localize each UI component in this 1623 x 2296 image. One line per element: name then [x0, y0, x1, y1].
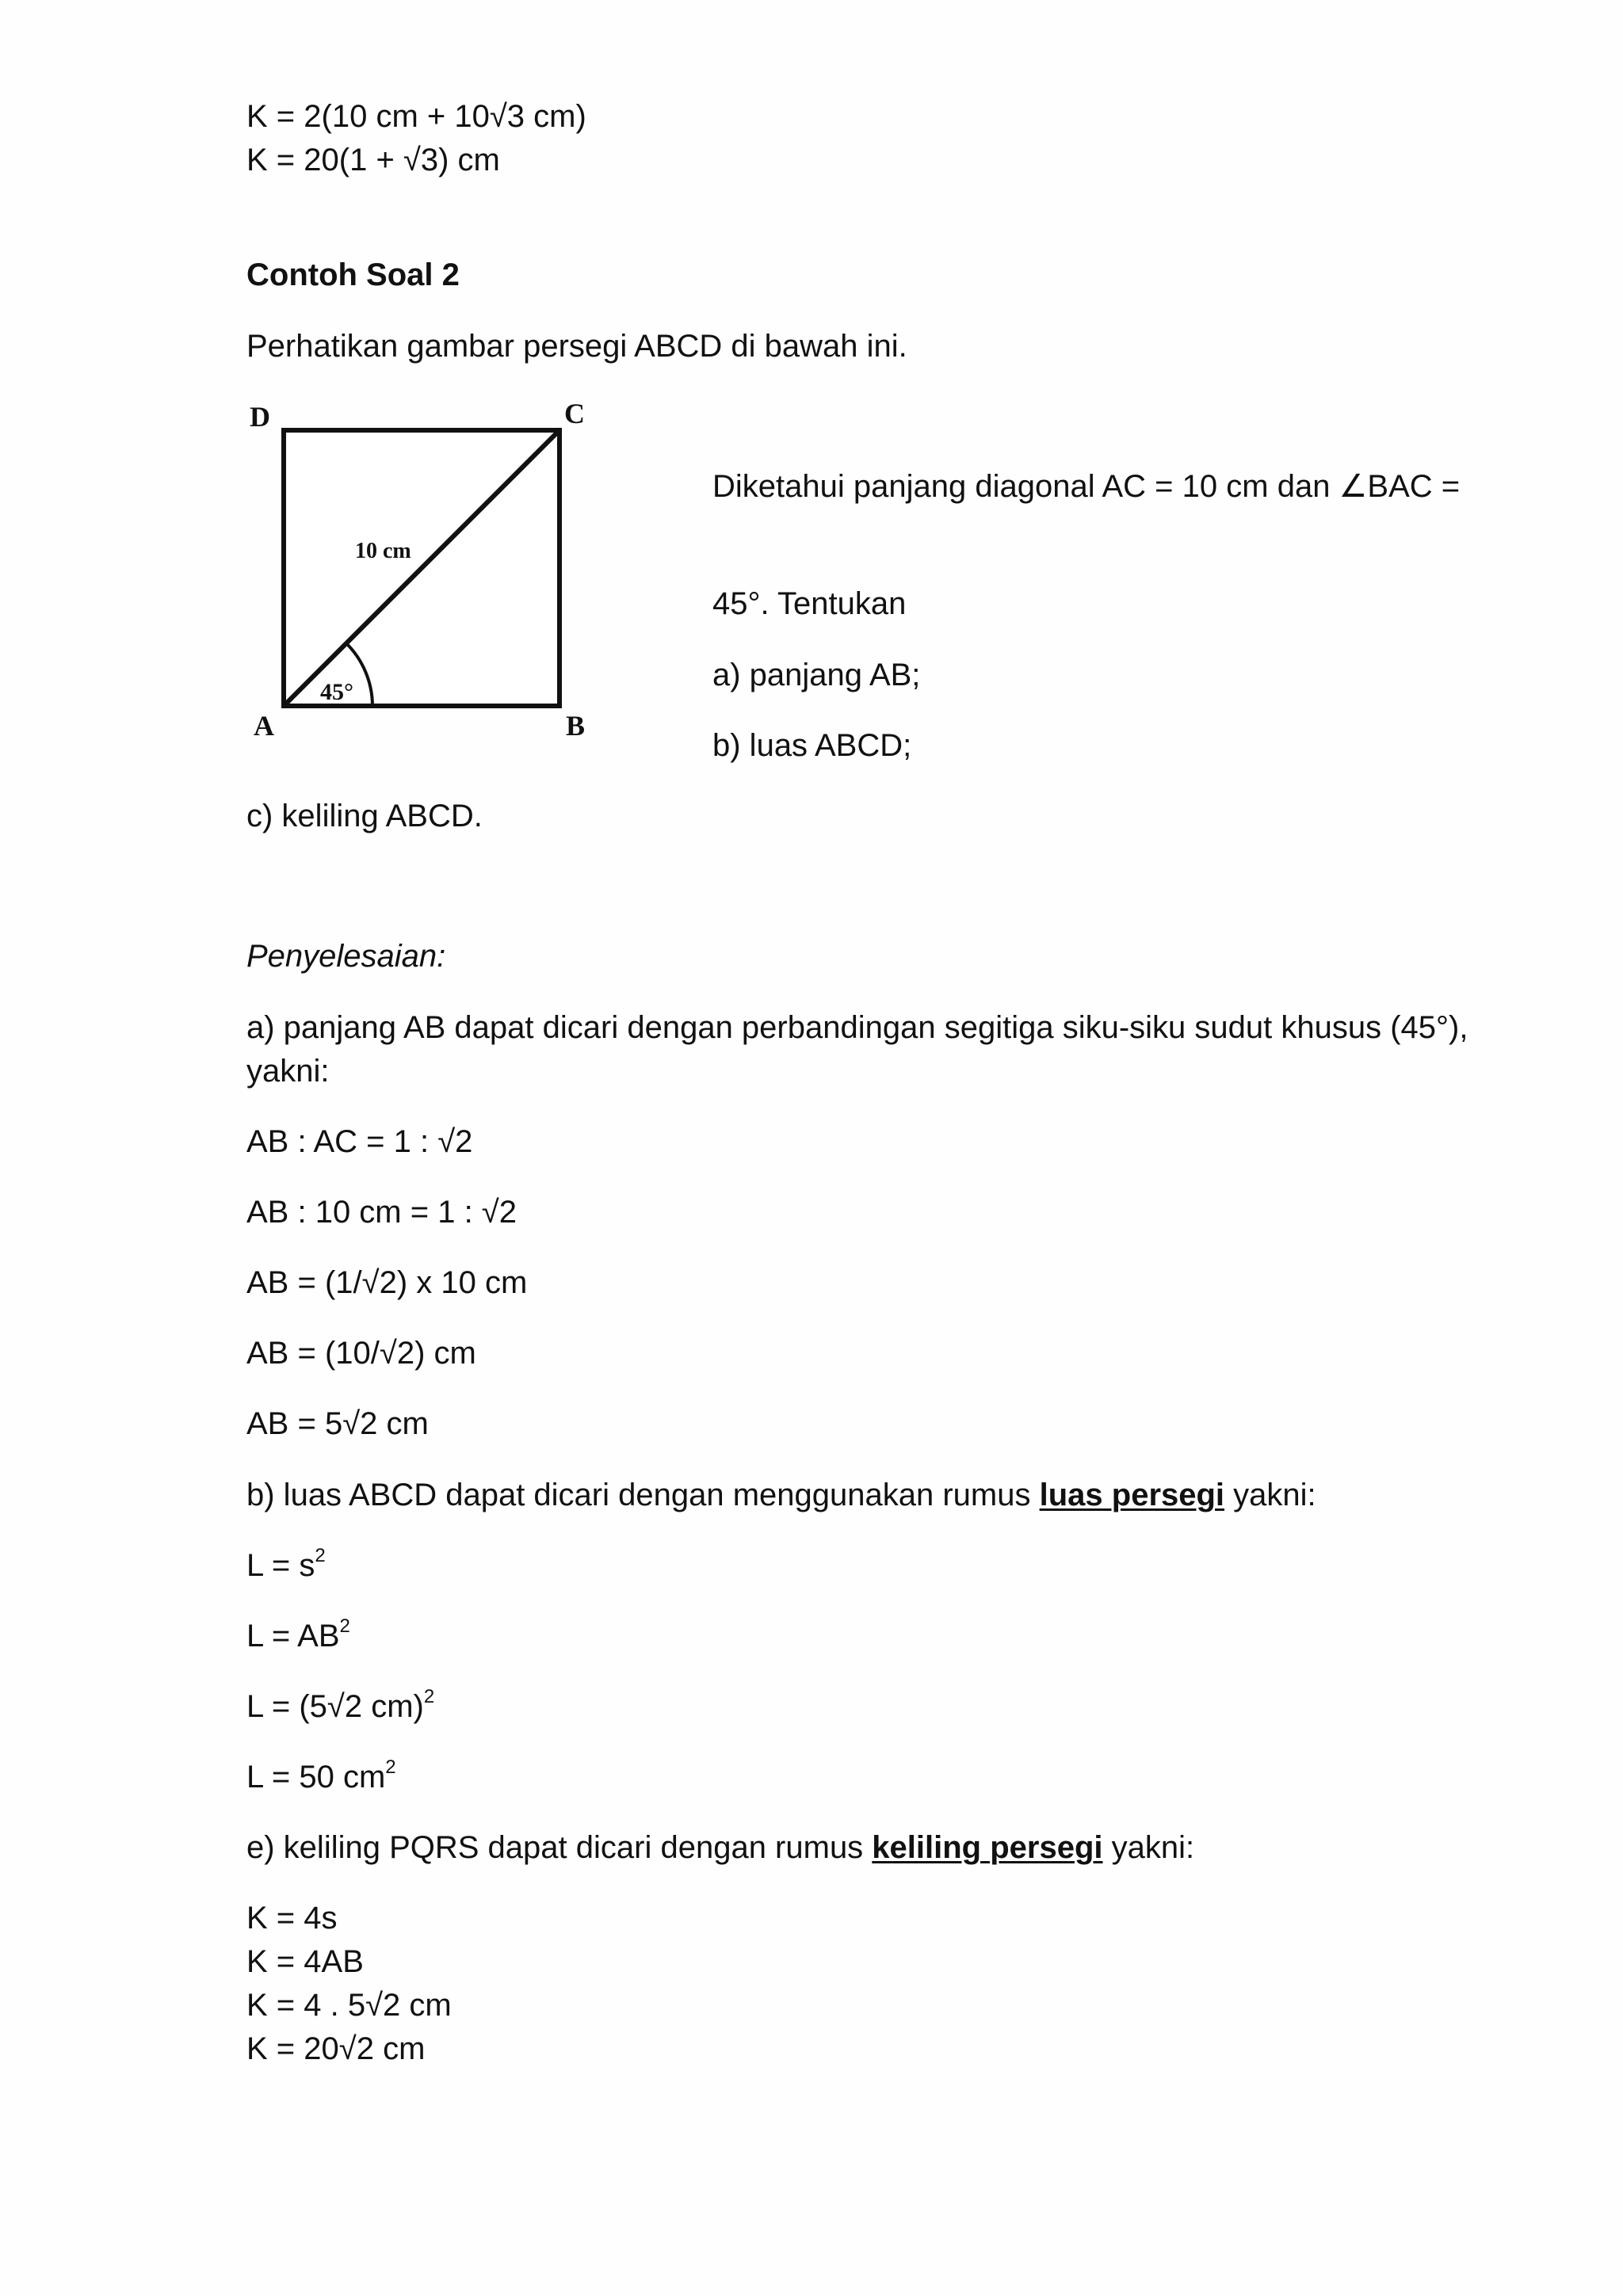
given-line-1: Diketahui panjang diagonal AC = 10 cm dan ∠BAC =	[712, 469, 1461, 504]
part-a-step: AB : AC = 1 : √2	[246, 1124, 473, 1159]
diagonal-length-label: 10 cm	[355, 539, 411, 563]
part-a-step: AB : 10 cm = 1 : √2	[246, 1195, 517, 1230]
previous-solution-line-1: K = 2(10 cm + 10√3 cm)	[246, 99, 586, 134]
part-c-step: K = 4s	[246, 1901, 338, 1936]
part-b-step: L = (5√2 cm)$^2$	[246, 1686, 435, 1724]
part-c-intro	[246, 1826, 1194, 1869]
part-b-suffix: yakni:	[1224, 1478, 1316, 1512]
part-b-intro	[246, 1474, 1316, 1516]
part-c-prefix: e) keliling PQRS dapat dicari dengan rumus	[246, 1830, 873, 1865]
keliling-persegi-link[interactable]: keliling persegi	[872, 1830, 1103, 1865]
given-line-2: 45°. Tentukan	[712, 586, 907, 621]
part-a-intro: a) panjang AB dapat dicari dengan perbandingan segitiga siku-siku sudut khusus (45°),	[246, 1010, 1468, 1045]
luas-persegi-link[interactable]: luas persegi	[1039, 1478, 1225, 1512]
part-b-step: L = 50 $cm^2$	[246, 1756, 396, 1794]
part-a-step: AB = (10/√2) cm	[246, 1336, 476, 1371]
question-c: c) keliling ABCD.	[246, 799, 483, 833]
example-heading: Contoh Soal 2	[246, 257, 460, 292]
vertex-a-label: A	[254, 710, 274, 742]
vertex-c-label: C	[564, 398, 585, 429]
vertex-d-label: D	[250, 401, 270, 433]
part-c-suffix: yakni:	[1102, 1830, 1195, 1865]
part-b-step: $L = AB^2$	[246, 1615, 350, 1653]
part-c-step: K = 4AB	[246, 1944, 364, 1979]
part-c-step: K = 20√2 cm	[246, 2031, 426, 2066]
question-a: a) panjang AB;	[712, 658, 921, 692]
part-a-step: AB = (1/√2) x 10 cm	[246, 1265, 528, 1300]
part-a-intro-continued: yakni:	[246, 1054, 330, 1089]
part-a-step: AB = 5√2 cm	[246, 1406, 429, 1441]
question-b: b) luas ABCD;	[712, 728, 912, 763]
part-b-prefix: b) luas ABCD dapat dicari dengan menggunakan rumus	[246, 1478, 1040, 1512]
part-b-step: $L = s^2$	[246, 1545, 326, 1583]
example-intro: Perhatikan gambar persegi ABCD di bawah ini.	[246, 329, 907, 364]
previous-solution-line-2: K = 20(1 + √3) cm	[246, 143, 500, 177]
square-abcd-figure	[238, 395, 610, 759]
solution-heading: Penyelesaian:	[246, 939, 446, 974]
angle-label: 45°	[320, 679, 353, 705]
vertex-b-label: B	[566, 710, 586, 742]
part-c-step: K = 4 . 5√2 cm	[246, 1988, 452, 2023]
